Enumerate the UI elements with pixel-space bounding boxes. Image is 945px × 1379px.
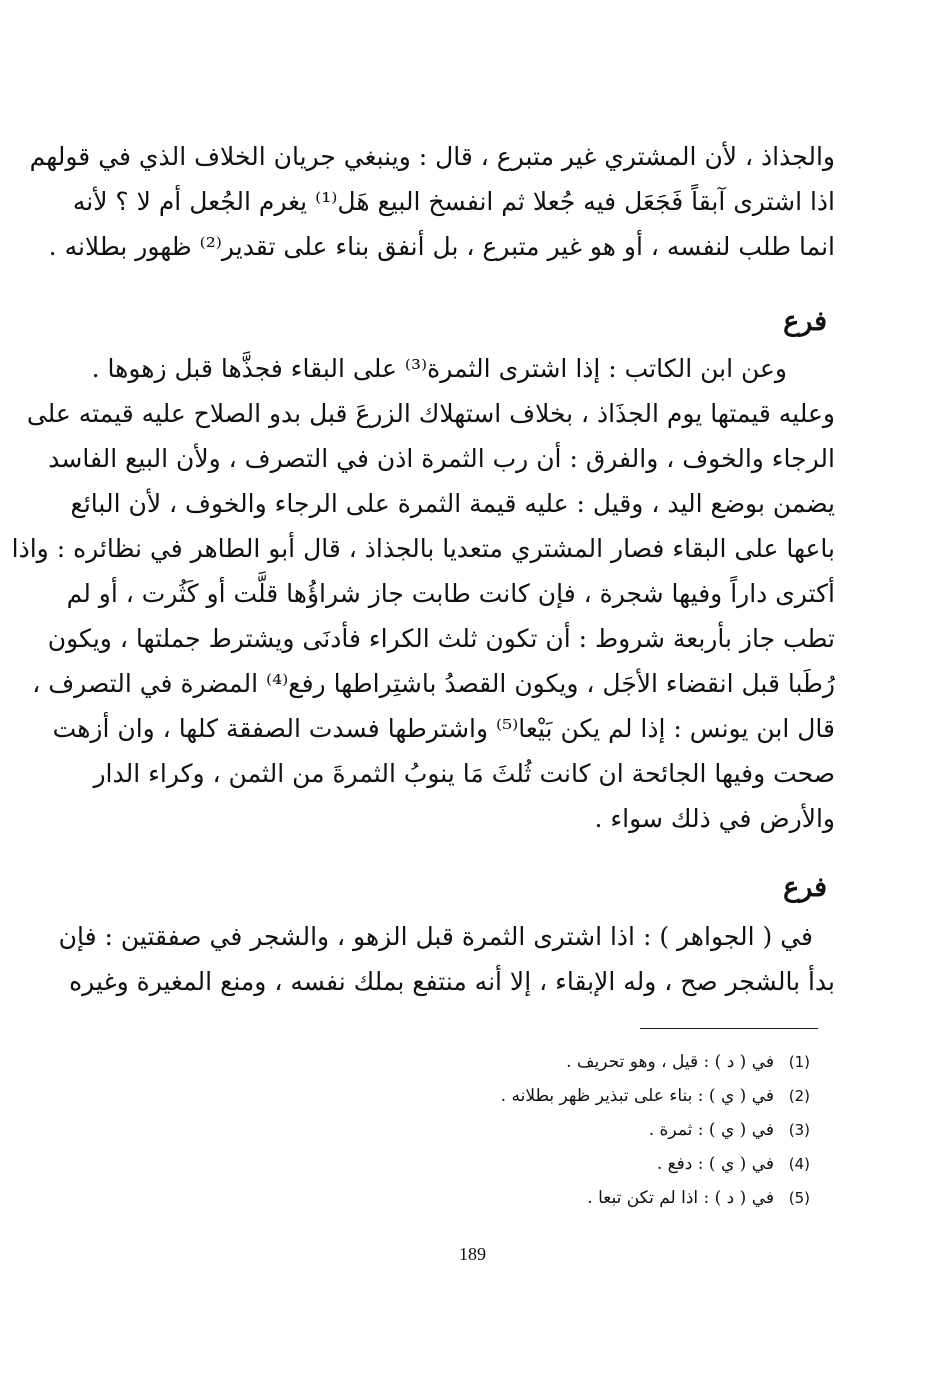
paragraph-1 xyxy=(29,134,835,269)
text-line: الرجاء والخوف ، والفرق : أن رب الثمرة اذن في التصرف ، ولأن البيع الفاسد xyxy=(48,444,835,473)
footnote-number: (4) xyxy=(788,1155,810,1173)
footnote-item xyxy=(501,1113,810,1147)
footnote-text: في ( ي ) : بناء على تبذير ظهر بطلانه . xyxy=(500,1086,774,1106)
paragraph-2 xyxy=(11,346,835,841)
text-line: والأرض في ذلك سواء . xyxy=(594,804,835,833)
footnote-item xyxy=(501,1181,810,1215)
footnote-text: في ( د ) : اذا لم تكن تبعا . xyxy=(587,1188,774,1208)
section-heading: فرع xyxy=(783,306,827,337)
text-line: اذا اشترى آبقاً فَجَعَل فيه جُعلا ثم انفسخ البيع هَل⁽¹⁾ يغرم الجُعل أم لا ؟ لأنه xyxy=(72,187,835,216)
footnote-text: في ( د ) : قيل ، وهو تحريف . xyxy=(566,1052,774,1072)
paragraph-3 xyxy=(58,914,835,1004)
text-line: والجذاذ ، لأن المشتري غير متبرع ، قال : وينبغي جريان الخلاف الذي في قولهم xyxy=(29,142,835,171)
page-number: 189 xyxy=(459,1244,486,1264)
text-line: وعن ابن الكاتب : إذا اشترى الثمرة⁽³⁾ على البقاء فجذَّها قبل زهوها . xyxy=(91,354,787,383)
footnote-text: في ( ي ) : دفع . xyxy=(656,1154,774,1174)
text-line: وعليه قيمتها يوم الجذَاذ ، بخلاف استهلاك الزرعَ قبل بدو الصلاح عليه قيمته على xyxy=(26,399,835,428)
footnote-number: (1) xyxy=(788,1053,810,1071)
footnote-number: (2) xyxy=(788,1087,810,1105)
footnote-text: في ( ي ) : ثمرة . xyxy=(648,1120,774,1140)
text-line: يضمن بوضع اليد ، وقيل : عليه قيمة الثمرة على الرجاء والخوف ، لأن البائع xyxy=(70,489,835,518)
footnote-divider xyxy=(640,1028,818,1029)
text-line: تطب جاز بأربعة شروط : أن تكون ثلث الكراء فأدنَى ويشترط جملتها ، ويكون xyxy=(47,624,835,653)
footnotes xyxy=(501,1045,810,1215)
text-line: رُطَبا قبل انقضاء الأجَل ، ويكون القصدُ باشتِراطها رفع⁽⁴⁾ المضرة في التصرف ، xyxy=(32,669,835,698)
text-line: في ( الجواهر ) : اذا اشترى الثمرة قبل الزهو ، والشجر في صفقتين : فإن xyxy=(58,922,813,951)
text-line: قال ابن يونس : إذا لم يكن بَيْعا⁽⁵⁾ واشترطها فسدت الصفقة كلها ، وان أزهت xyxy=(52,714,835,743)
text-line: انما طلب لنفسه ، أو هو غير متبرع ، بل أنفق بناء على تقدير⁽²⁾ ظهور بطلانه . xyxy=(48,232,835,261)
footnote-item xyxy=(501,1079,810,1113)
text-line: باعها على البقاء فصار المشتري متعديا بالجذاذ ، قال أبو الطاهر في نظائره : واذا xyxy=(11,534,835,563)
footnote-number: (5) xyxy=(788,1189,810,1207)
text-line: أكترى داراً وفيها شجرة ، فإن كانت طابت جاز شراؤُها قلَّت أو كَثُرت ، أو لم xyxy=(66,579,835,608)
section-heading: فرع xyxy=(783,872,827,903)
footnote-number: (3) xyxy=(788,1121,810,1139)
text-line: صحت وفيها الجائحة ان كانت ثُلثَ مَا ينوبُ الثمرةَ من الثمن ، وكراء الدار xyxy=(93,759,835,788)
text-line: بدأ بالشجر صح ، وله الإبقاء ، إلا أنه منتفع بملك نفسه ، ومنع المغيرة وغيره xyxy=(69,967,835,996)
footnote-item xyxy=(501,1147,810,1181)
footnote-item xyxy=(501,1045,810,1079)
